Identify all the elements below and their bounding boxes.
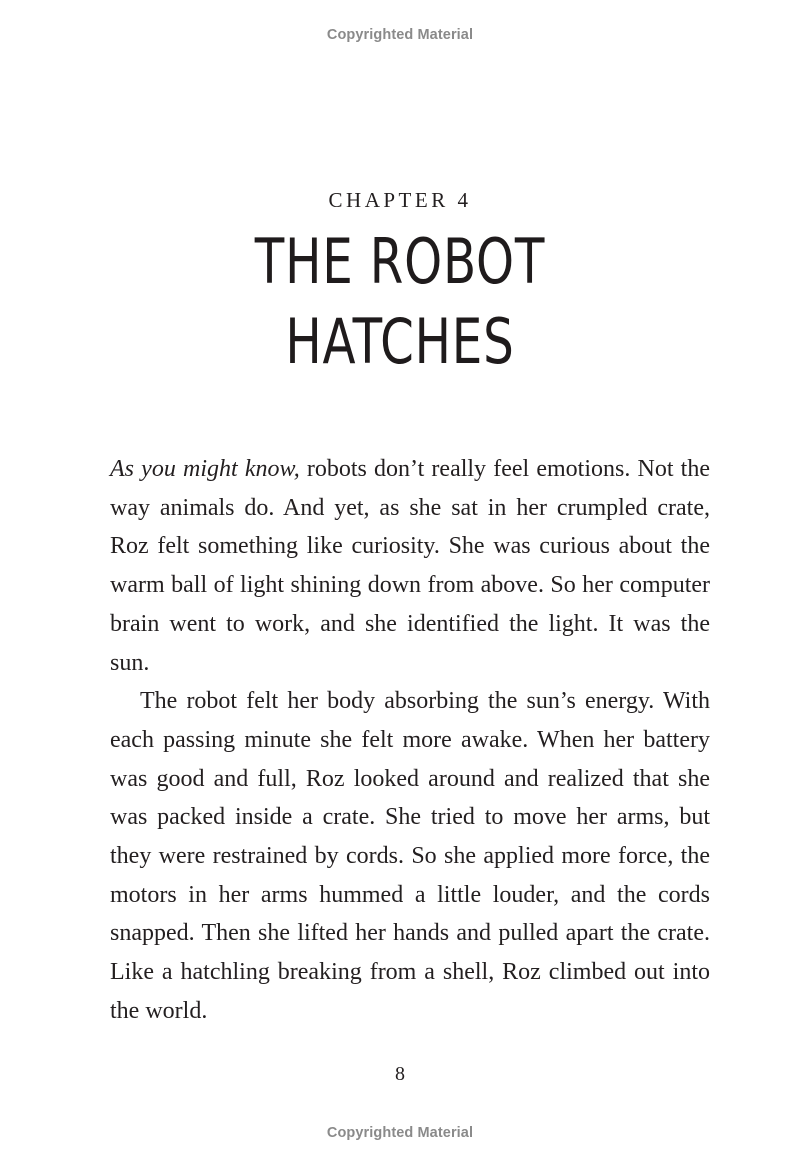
page-number: 8 [395, 1063, 405, 1085]
copyright-watermark-top: Copyrighted Material [326, 27, 474, 43]
copyright-watermark-bottom: Copyrighted Material [326, 1125, 474, 1141]
chapter-label: CHAPTER 4 [328, 188, 472, 212]
paragraph-1 [110, 450, 710, 682]
paragraph-1-text: robots don’t really feel emotions. Not the way animals do. And yet, as she sat in her crumpled crate, Roz felt something like curiosity. She was curious about the warm ball of light shining down from above. So her computer brain went to work, and she identified the light. It was the sun. [110, 456, 711, 676]
paragraph-2: The robot felt her body absorbing the sun’s energy. With each passing minute she felt more awake. When her battery was good and full, Roz looked around and realized that she was packed inside a crate. She tried to move her arms, but they were restrained by cords. So she applied more force, the motors in her arms hummed a little louder, and the cords snapped. Then she lifted her hands and pulled apart the crate. Like a hatchling breaking from a shell, Roz climbed out into the world. [110, 688, 710, 1024]
chapter-title [88, 222, 712, 382]
chapter-body [110, 450, 710, 1031]
paragraph-1-lead-in: As you might know, [110, 456, 300, 482]
chapter-title-line-2: HATCHES [285, 305, 515, 378]
chapter-title-line-1: THE ROBOT [254, 225, 546, 298]
